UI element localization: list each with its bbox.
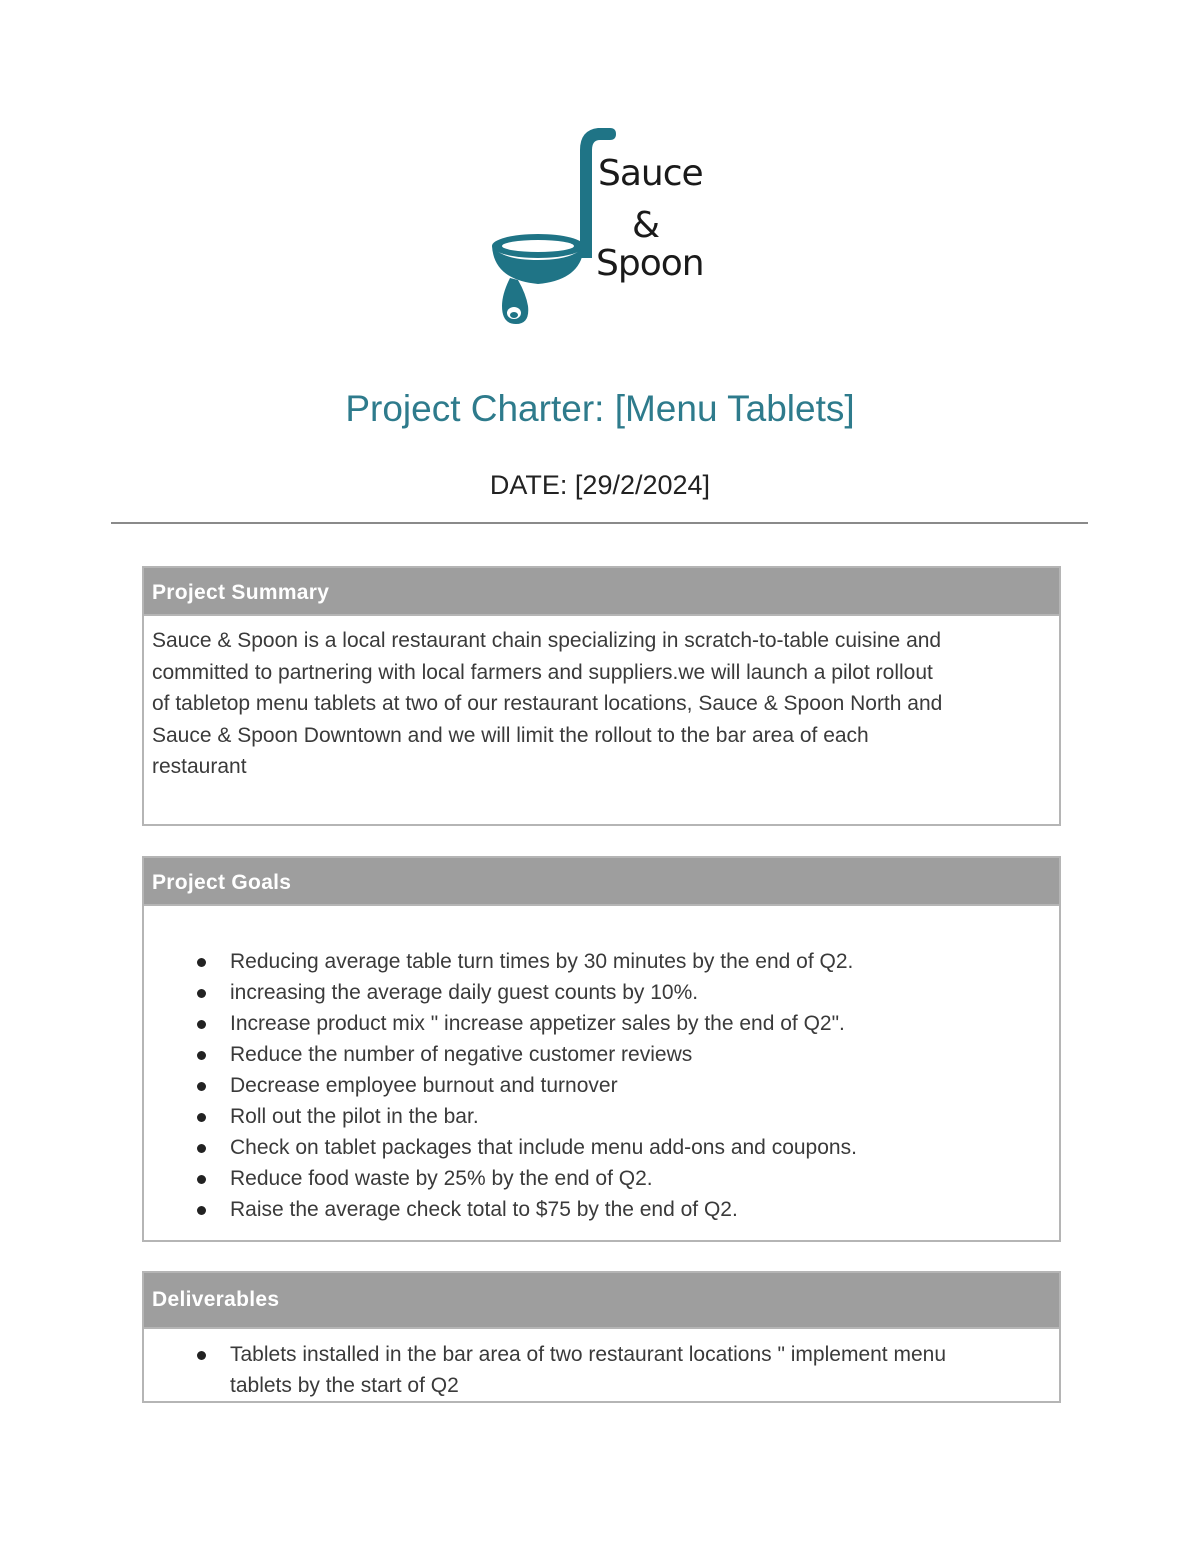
project-goals-list-container <box>144 906 1059 1225</box>
goal-item: Reducing average table turn times by 30 minutes by the end of Q2. <box>230 946 1051 977</box>
summary-line: committed to partnering with local farmers and suppliers.we will launch a pilot rollout <box>152 660 933 684</box>
deliverables-section <box>142 1271 1061 1403</box>
goal-item: Reduce the number of negative customer reviews <box>230 1039 1051 1070</box>
summary-line: Sauce & Spoon Downtown and we will limit the rollout to the bar area of each <box>152 723 869 747</box>
project-goals-section <box>142 856 1061 1242</box>
goal-item: Check on tablet packages that include menu add-ons and coupons. <box>230 1132 1051 1163</box>
deliverables-heading: Deliverables <box>144 1273 1059 1329</box>
deliverable-item <box>230 1339 1051 1401</box>
summary-line: of tabletop menu tablets at two of our restaurant locations, Sauce & Spoon North and <box>152 692 943 715</box>
project-summary-text <box>144 616 1059 783</box>
logo-word-sauce: Sauce <box>598 153 703 194</box>
sauce-and-spoon-logo <box>488 118 708 338</box>
document-date: DATE: [29/2/2024] <box>489 470 711 500</box>
goal-item: increasing the average daily guest counts by 10%. <box>230 977 1051 1008</box>
deliverable-line: tablets by the start of Q2 <box>230 1374 459 1397</box>
deliverables-list <box>152 1339 1051 1401</box>
page-title: Project Charter: [Menu Tablets] <box>345 388 855 429</box>
project-goals-list <box>152 946 1051 1225</box>
project-summary-heading: Project Summary <box>144 568 1059 616</box>
deliverable-line: Tablets installed in the bar area of two restaurant locations " implement menu <box>230 1343 946 1366</box>
logo-word-spoon: Spoon <box>596 243 704 284</box>
goal-item: Increase product mix " increase appetizer sales by the end of Q2". <box>230 1008 1051 1039</box>
deliverables-list-container <box>144 1329 1059 1401</box>
project-summary-section <box>142 566 1061 826</box>
goal-item: Roll out the pilot in the bar. <box>230 1101 1051 1132</box>
summary-line: restaurant <box>152 755 247 778</box>
summary-line: Sauce & Spoon is a local restaurant chain specializing in scratch-to-table cuisine and <box>152 629 942 652</box>
goal-item: Decrease employee burnout and turnover <box>230 1070 1051 1101</box>
goal-item: Raise the average check total to $75 by the end of Q2. <box>230 1194 1051 1225</box>
title-divider <box>111 522 1088 524</box>
project-goals-heading: Project Goals <box>144 858 1059 906</box>
goal-item: Reduce food waste by 25% by the end of Q2. <box>230 1163 1051 1194</box>
logo-word-ampersand: & <box>632 205 660 246</box>
ladle-icon <box>488 118 708 338</box>
